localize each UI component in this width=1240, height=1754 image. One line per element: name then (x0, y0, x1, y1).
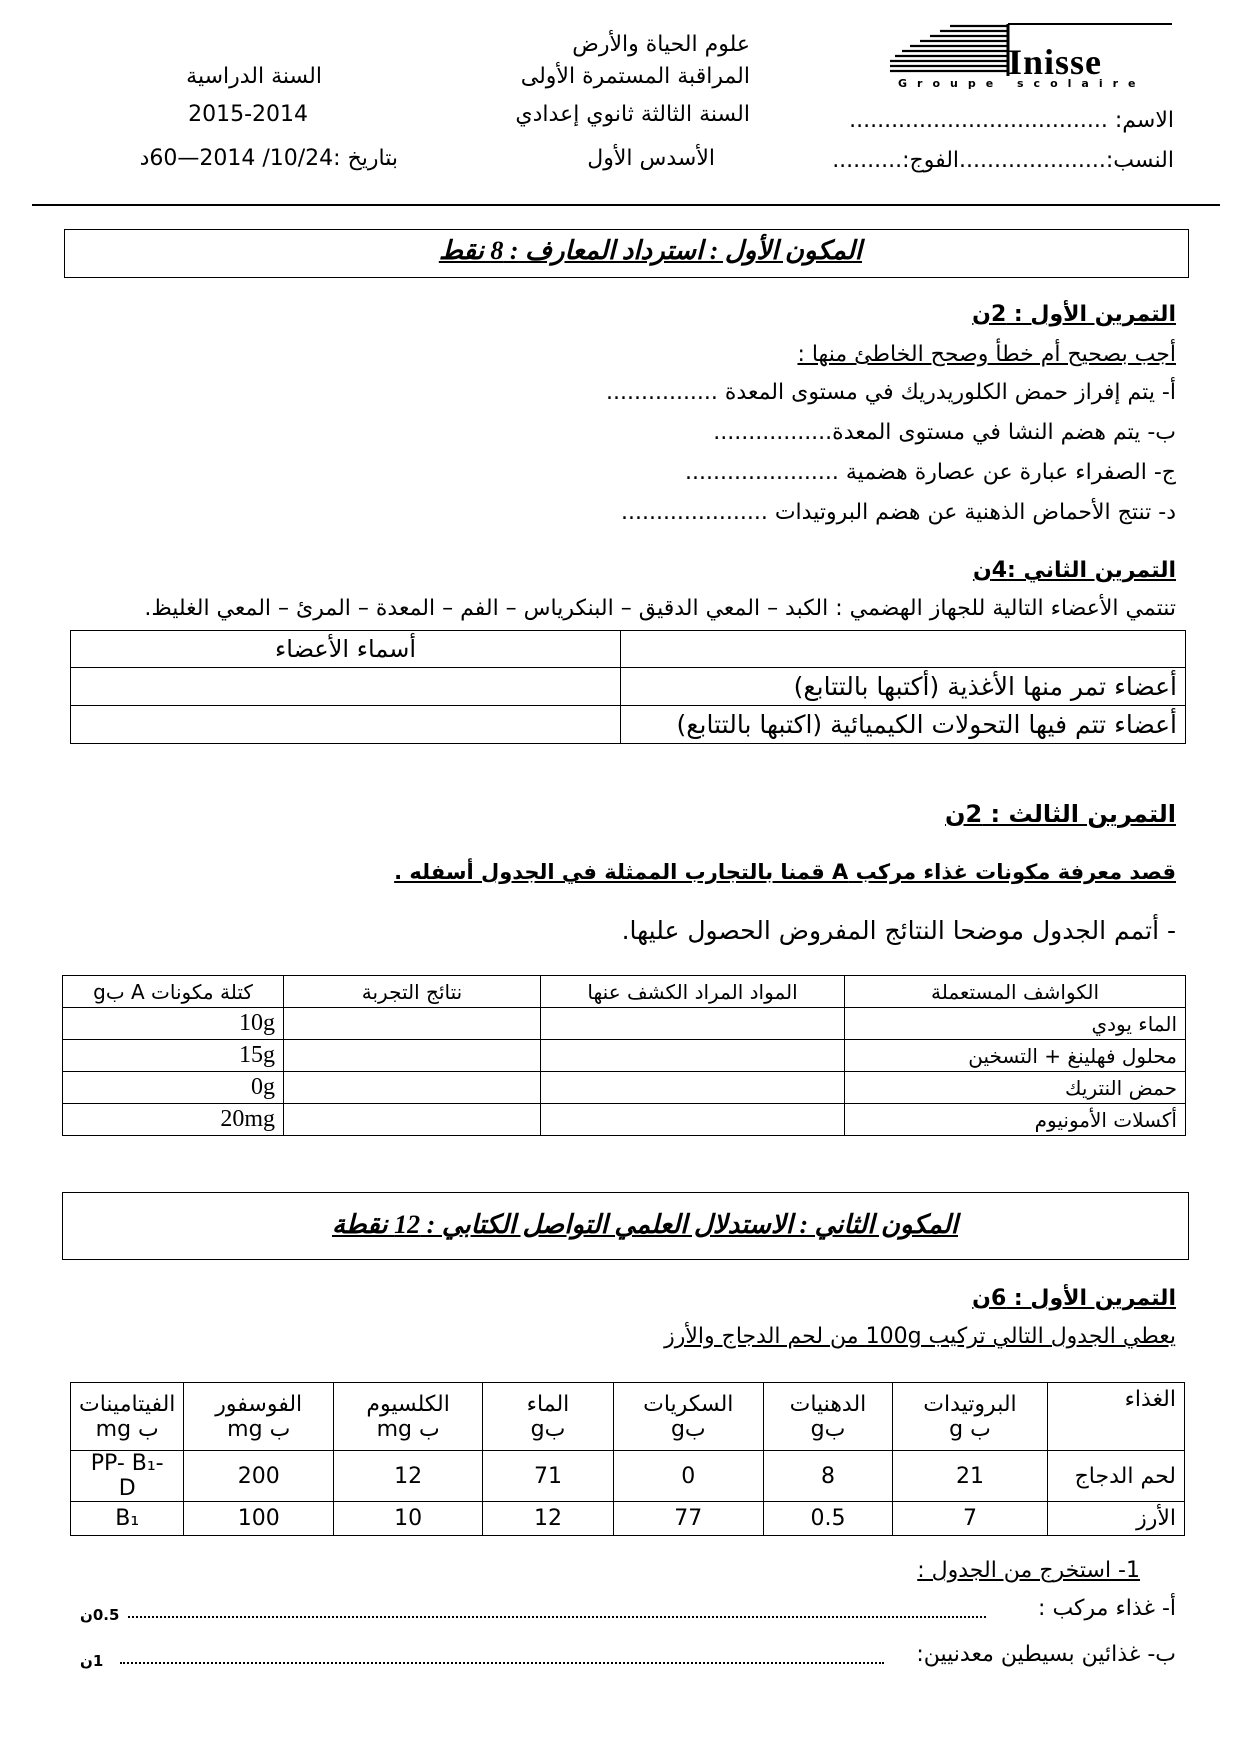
school-year-value: 2015-2014 (188, 102, 308, 127)
header-name: الكلسيوم (366, 1391, 450, 1417)
cell-value: PP- B₁- D (71, 1451, 184, 1502)
part1-ex1-item-b: ب- يتم هضم النشا في مستوى المعدة................. (713, 420, 1176, 445)
reagent-name: الماء يودي (845, 1008, 1186, 1040)
composition-header-proteins (893, 1383, 1048, 1451)
part2-q1: 1- استخرج من الجدول : (917, 1558, 1140, 1583)
food-name: الأرز (1047, 1502, 1184, 1536)
name-field: الاسم: ..................................... (849, 108, 1174, 133)
table-row (63, 1072, 1186, 1104)
cell-value: 0 (613, 1451, 763, 1502)
reagents-header-result: نتائج التجربة (284, 976, 541, 1008)
mass-value: 15g (63, 1040, 284, 1072)
organs-row-passage: أعضاء تمر منها الأغذية (أكتبها بالتتابع) (621, 668, 1186, 706)
header-name: الدهنيات (789, 1391, 867, 1417)
header-name: السكريات (643, 1391, 734, 1417)
exam-title: المراقبة المستمرة الأولى (520, 64, 750, 89)
part1-ex1-item-d: د- تنتج الأحماض الذهنية عن هضم البروتيدات ..................... (620, 500, 1176, 525)
cell-value: 71 (483, 1451, 614, 1502)
table-row (63, 1008, 1186, 1040)
substance-answer-cell[interactable] (541, 1104, 845, 1136)
header-unit: ب mg (376, 1416, 440, 1442)
reagent-name: محلول فهلينغ + التسخين (845, 1040, 1186, 1072)
part1-ex2-instruction: تنتمي الأعضاء التالية للجهاز الهضمي : الكبد – المعي الدقيق – البنكرياس – الفم – المعدة – المرئ – المعي الغليظ. (144, 596, 1176, 621)
header-unit: ب mg (227, 1416, 291, 1442)
part1-ex2-title: التمرين الثاني :4ن (972, 558, 1176, 583)
composition-header-vitamins (71, 1383, 184, 1451)
composition-table (70, 1382, 1185, 1536)
header-unit: بg (530, 1416, 566, 1442)
header-unit: بg (670, 1416, 706, 1442)
composition-header-calcium (334, 1383, 483, 1451)
part1-title: المكون الأول : استرداد المعارف : 8 نقط (438, 236, 862, 265)
header-name: الغذاء (1124, 1387, 1176, 1412)
organs-answer-cell[interactable] (71, 668, 621, 706)
header-divider (32, 204, 1220, 206)
organs-row-chemical: أعضاء تتم فيها التحولات الكيميائية (اكتبها بالتتابع) (621, 706, 1186, 744)
mass-value: 10g (63, 1008, 284, 1040)
header-unit: بg (810, 1416, 846, 1442)
table-row (71, 668, 1186, 706)
school-year-label: السنة الدراسية (186, 64, 322, 89)
table-row (71, 1383, 1185, 1451)
part2-title-box (62, 1192, 1189, 1260)
substance-answer-cell[interactable] (541, 1040, 845, 1072)
table-row (63, 1040, 1186, 1072)
part1-ex3-title: التمرين الثالث : 2ن (945, 800, 1176, 828)
part2-ex1-title: التمرين الأول : 6ن (972, 1286, 1176, 1311)
reagents-header-reagent: الكواشف المستعملة (845, 976, 1186, 1008)
q1a-label: أ- غذاء مركب : (1038, 1596, 1176, 1621)
cell-value: 0.5 (763, 1502, 892, 1536)
table-row (71, 706, 1186, 744)
header-name: الفيتامينات (79, 1391, 176, 1417)
part1-ex1-instruction: أجب بصحيح أم خطأ وصحح الخاطئ منها : (797, 342, 1176, 367)
header-name: الماء (526, 1391, 570, 1417)
reagent-name: حمض النتريك (845, 1072, 1186, 1104)
composition-header-phosphorus (184, 1383, 334, 1451)
reagents-header-substance: المواد المراد الكشف عنها (541, 976, 845, 1008)
result-answer-cell[interactable] (284, 1040, 541, 1072)
header-unit: ب mg (95, 1416, 159, 1442)
substance-answer-cell[interactable] (541, 1008, 845, 1040)
substance-answer-cell[interactable] (541, 1072, 845, 1104)
q1b-answer-dots[interactable] (120, 1662, 884, 1664)
subject-title: علوم الحياة والأرض (572, 32, 750, 57)
cell-value: 7 (893, 1502, 1048, 1536)
part1-ex1-title: التمرين الأول : 2ن (972, 302, 1176, 327)
q1b-points: 1ن (80, 1652, 104, 1670)
cell-value: 12 (334, 1451, 483, 1502)
organs-answer-cell[interactable] (71, 706, 621, 744)
food-name: لحم الدجاج (1047, 1451, 1184, 1502)
organs-table (70, 630, 1186, 744)
cell-value: 77 (613, 1502, 763, 1536)
part2-title: المكون الثاني : الاستدلال العلمي التواصل الكتابي : 12 نقطة (332, 1210, 958, 1239)
header-name: البروتيدات (923, 1391, 1017, 1417)
cell-value: 10 (334, 1502, 483, 1536)
part1-title-box (64, 229, 1189, 278)
part1-ex1-item-a: أ- يتم إفراز حمض الكلوريدريك في مستوى المعدة ................ (606, 380, 1176, 405)
reagents-header-mass: كتلة مكونات A بg (63, 976, 284, 1008)
semester-title: الأسدس الأول (587, 146, 715, 171)
table-row (71, 1502, 1185, 1536)
table-row (63, 976, 1186, 1008)
table-row (63, 1104, 1186, 1136)
q1b-line (80, 1640, 1176, 1674)
school-logo (890, 20, 1180, 96)
mass-value: 20mg (63, 1104, 284, 1136)
level-title: السنة الثالثة ثانوي إعدادي (515, 102, 750, 127)
cell-value: 200 (184, 1451, 334, 1502)
header-unit: ب g (949, 1416, 991, 1442)
reagent-name: أكسلات الأمونيوم (845, 1104, 1186, 1136)
organs-col-header: أسماء الأعضاء (71, 631, 621, 668)
q1a-answer-dots[interactable] (128, 1616, 986, 1618)
part1-ex1-item-c: ج- الصفراء عبارة عن عصارة هضمية ...................... (685, 460, 1176, 485)
result-answer-cell[interactable] (284, 1104, 541, 1136)
table-row (71, 1451, 1185, 1502)
result-answer-cell[interactable] (284, 1008, 541, 1040)
composition-header-sugars (613, 1383, 763, 1451)
reagents-table (62, 975, 1186, 1136)
header-name: الفوسفور (215, 1391, 303, 1417)
cell-value: 12 (483, 1502, 614, 1536)
q1b-label: ب- غذائين بسيطين معدنيين: (916, 1642, 1176, 1667)
cell-value: B₁ (71, 1502, 184, 1536)
organs-table-corner (621, 631, 1186, 668)
composition-header-lipids (763, 1383, 892, 1451)
part1-ex3-intro: قصد معرفة مكونات غذاء مركب A قمنا بالتجارب الممثلة في الجدول أسفله . (394, 860, 1176, 884)
exam-date: بتاريخ :10/24/ 2014—60د (139, 146, 398, 171)
logo-subtext: Groupe scolaire (898, 77, 1146, 90)
part2-ex1-instruction: يعطي الجدول التالي تركيب 100g من لحم الدجاج والأرز (664, 1324, 1176, 1349)
cell-value: 8 (763, 1451, 892, 1502)
q1a-line (80, 1594, 1176, 1628)
part1-ex3-task: - أتمم الجدول موضحا النتائج المفروض الحصول عليها. (621, 916, 1176, 945)
cell-value: 100 (184, 1502, 334, 1536)
cell-value: 21 (893, 1451, 1048, 1502)
table-row (71, 631, 1186, 668)
logo-text: Inisse (1008, 42, 1103, 82)
composition-header-food (1047, 1383, 1184, 1451)
surname-group-field: النسب:.....................الفوج:.......... (832, 148, 1174, 173)
result-answer-cell[interactable] (284, 1072, 541, 1104)
q1a-points: 0.5ن (80, 1606, 120, 1624)
mass-value: 0g (63, 1072, 284, 1104)
composition-header-water (483, 1383, 614, 1451)
